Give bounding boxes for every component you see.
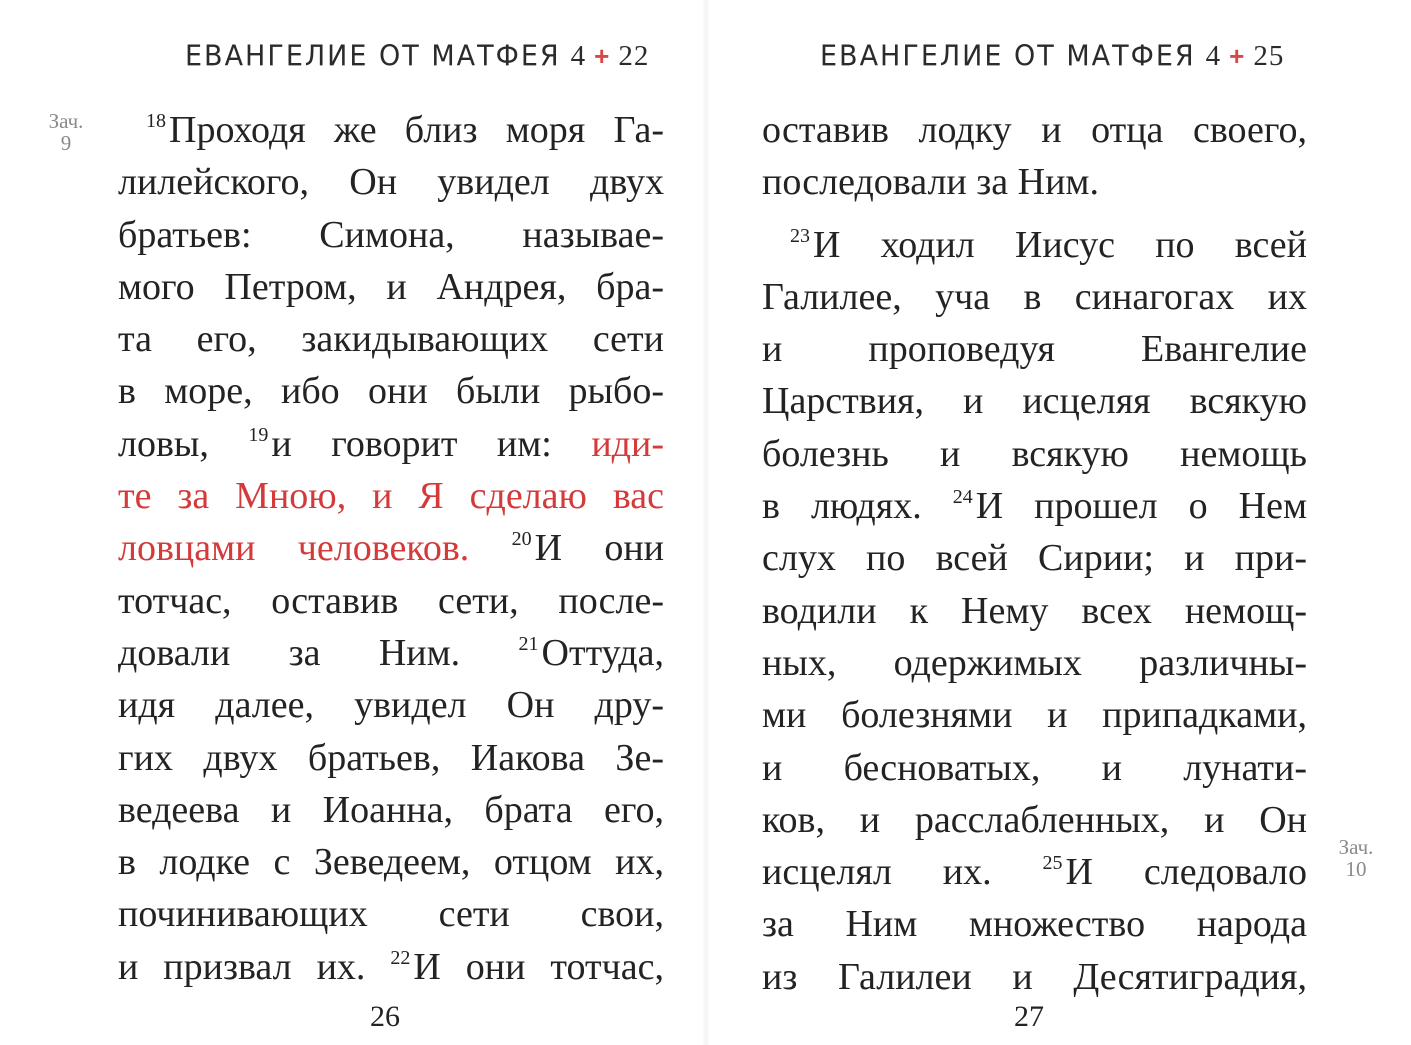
text-line bbox=[762, 951, 1307, 1003]
margin-note-label: Зач. bbox=[1338, 835, 1374, 859]
text-line bbox=[118, 104, 664, 156]
text-line bbox=[762, 742, 1307, 794]
text-line bbox=[762, 846, 1307, 898]
words-of-christ: те за Мною, и Я сделаю вас bbox=[118, 475, 664, 518]
header-cross-icon: + bbox=[594, 41, 611, 71]
margin-note-zachalo-left bbox=[38, 110, 94, 154]
words-of-christ: иди- bbox=[591, 422, 665, 465]
text-line bbox=[762, 271, 1307, 323]
margin-note-label: Зач. bbox=[48, 109, 84, 133]
text-segment: ков, и расслабленных, и Он bbox=[762, 798, 1307, 841]
text-segment: идя далее, увидел Он дру- bbox=[118, 684, 664, 727]
text-line bbox=[118, 941, 664, 993]
text-segment: мого Петром, и Андрея, бра- bbox=[118, 265, 664, 308]
header-title: ЕВАНГЕЛИЕ ОТ МАТФЕЯ bbox=[185, 40, 561, 73]
margin-note-number: 9 bbox=[60, 131, 72, 155]
text-line bbox=[118, 679, 664, 731]
text-line bbox=[118, 209, 664, 261]
text-line bbox=[762, 323, 1307, 375]
text-segment: и проповедуя Евангелие bbox=[762, 328, 1307, 371]
text-line bbox=[118, 575, 664, 627]
text-segment: и призвал их. bbox=[118, 945, 391, 988]
text-line bbox=[118, 313, 664, 365]
header-chapter: 4 bbox=[570, 40, 587, 72]
left-page-text bbox=[118, 104, 664, 993]
verse-number: 23 bbox=[790, 224, 810, 247]
verse-number: 21 bbox=[518, 632, 539, 655]
text-line bbox=[118, 522, 664, 574]
verse-number: 18 bbox=[146, 110, 166, 132]
text-segment: Галилее, уча в синагогах их bbox=[762, 275, 1307, 318]
text-line bbox=[118, 836, 664, 888]
right-page-text bbox=[762, 104, 1307, 1003]
header-title: ЕВАНГЕЛИЕ ОТ МАТФЕЯ bbox=[820, 40, 1196, 73]
text-line bbox=[118, 732, 664, 784]
text-line bbox=[118, 888, 664, 940]
text-line bbox=[762, 637, 1307, 689]
text-segment: гих двух братьев, Иакова Зе- bbox=[118, 736, 664, 779]
text-segment: ведеева и Иоанна, брата его, bbox=[118, 788, 664, 831]
text-line bbox=[762, 794, 1307, 846]
verse-number: 24 bbox=[952, 486, 973, 509]
text-segment: Проходя же близ моря Га- bbox=[169, 109, 664, 151]
verse-number: 20 bbox=[511, 528, 532, 551]
text-segment: та его, закидывающих сети bbox=[118, 318, 664, 361]
text-line bbox=[762, 104, 1307, 156]
text-segment: болезнь и всякую немощь bbox=[762, 432, 1307, 475]
running-header-right bbox=[820, 36, 1284, 76]
text-segment: И они bbox=[534, 527, 664, 570]
text-segment: И они тотчас, bbox=[413, 945, 664, 988]
text-segment: исцелял их. bbox=[762, 851, 1043, 894]
text-segment: за Ним множество народа bbox=[762, 903, 1307, 946]
text-line bbox=[762, 156, 1307, 208]
text-line bbox=[762, 480, 1307, 532]
text-segment: И следовало bbox=[1065, 851, 1307, 894]
header-verse: 22 bbox=[618, 40, 650, 72]
text-segment: слух по всей Сирии; и при- bbox=[762, 537, 1307, 580]
verse-number: 22 bbox=[390, 946, 411, 969]
text-segment: братьев: Симона, называе- bbox=[118, 213, 664, 256]
margin-note-zachalo-right bbox=[1328, 836, 1384, 880]
text-line bbox=[762, 219, 1307, 271]
margin-note-number: 10 bbox=[1345, 857, 1367, 881]
text-segment: И прошел о Нем bbox=[975, 485, 1307, 528]
text-segment: Царствия, и исцеляя всякую bbox=[762, 380, 1307, 423]
text-segment: оставив лодку и отца своего, bbox=[762, 109, 1307, 151]
text-segment: водили к Нему всех немощ- bbox=[762, 589, 1307, 632]
text-line bbox=[762, 532, 1307, 584]
text-line bbox=[118, 365, 664, 417]
text-line bbox=[118, 156, 664, 208]
text-segment: И ходил Иисус по всей bbox=[813, 223, 1307, 266]
header-chapter: 4 bbox=[1205, 40, 1222, 72]
text-segment: довали за Ним. bbox=[118, 631, 519, 674]
left-page bbox=[0, 0, 705, 1045]
text-segment: тотчас, оставив сети, после- bbox=[118, 579, 664, 622]
text-line bbox=[118, 418, 664, 470]
text-line bbox=[762, 689, 1307, 741]
text-line bbox=[118, 470, 664, 522]
text-line bbox=[118, 784, 664, 836]
paragraph-gap bbox=[762, 209, 1307, 219]
page-number-right: 27 bbox=[1014, 1000, 1044, 1033]
text-segment: ловы, bbox=[118, 422, 249, 465]
text-segment: ми болезнями и припадками, bbox=[762, 694, 1307, 737]
text-segment bbox=[469, 527, 511, 569]
text-segment: в людях. bbox=[762, 485, 953, 528]
running-header-left bbox=[185, 36, 649, 76]
text-line bbox=[118, 627, 664, 679]
text-line bbox=[762, 898, 1307, 950]
text-segment: в лодке с Зеведеем, отцом их, bbox=[118, 841, 664, 884]
text-segment: лилейского, Он увидел двух bbox=[118, 161, 664, 204]
text-line bbox=[762, 428, 1307, 480]
text-segment: починивающих сети свои, bbox=[118, 893, 664, 936]
page-number-left: 26 bbox=[370, 1000, 400, 1033]
text-segment: последовали за Ним. bbox=[762, 161, 1099, 204]
text-line bbox=[762, 375, 1307, 427]
text-segment: из Галилеи и Десятиградия, bbox=[762, 955, 1307, 998]
header-verse: 25 bbox=[1253, 40, 1285, 72]
text-segment: и бесноватых, и лунати- bbox=[762, 746, 1307, 789]
text-line bbox=[118, 261, 664, 313]
text-segment: в море, ибо они были рыбо- bbox=[118, 370, 664, 413]
verse-number: 19 bbox=[248, 423, 269, 446]
header-cross-icon: + bbox=[1229, 41, 1246, 71]
right-page bbox=[706, 0, 1411, 1045]
text-segment: Оттуда, bbox=[541, 631, 664, 674]
text-segment: ных, одержимых различны- bbox=[762, 641, 1307, 684]
text-line bbox=[762, 585, 1307, 637]
text-segment: и говорит им: bbox=[271, 422, 592, 465]
verse-number: 25 bbox=[1042, 852, 1063, 875]
words-of-christ: ловцами человеков. bbox=[118, 527, 470, 570]
